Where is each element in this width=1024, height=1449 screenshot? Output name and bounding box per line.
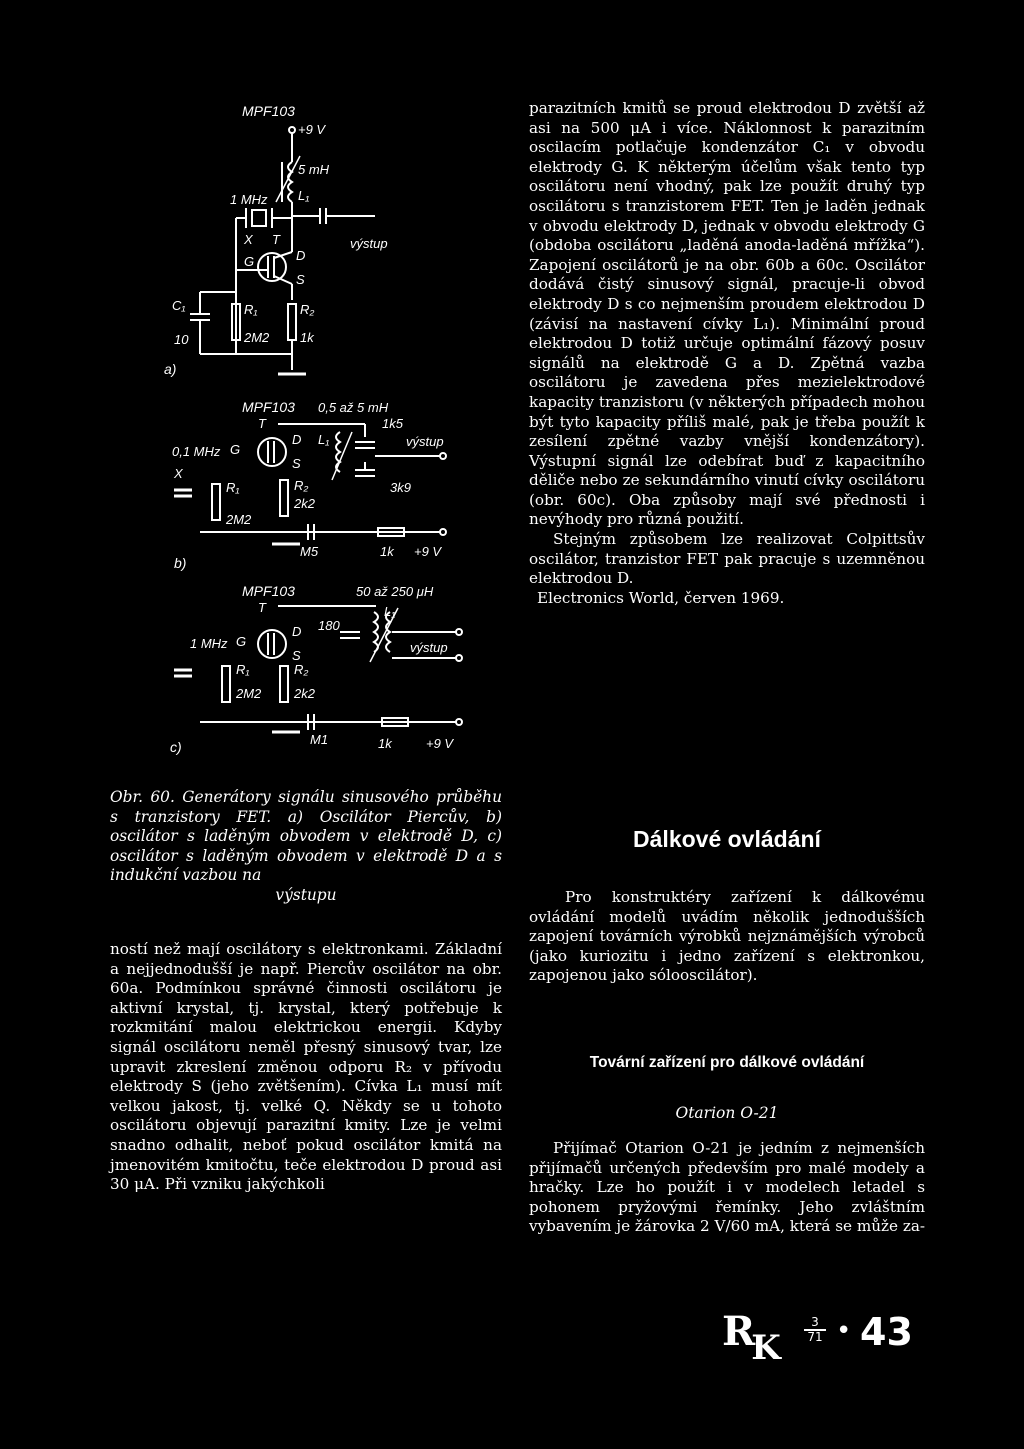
a-supply-label: +9 V	[298, 122, 326, 137]
a-coil-label: L₁	[298, 188, 310, 203]
c-s-label: S	[292, 648, 301, 663]
a-s-label: S	[296, 272, 305, 287]
c-output-label: výstup	[410, 640, 448, 655]
logo-k: K	[751, 1328, 781, 1368]
subsection-title: Tovární zařízení pro dálkové ovládání	[589, 1054, 865, 1071]
a-r1-value: 2M2	[244, 330, 270, 345]
caption-text-end: výstupu	[275, 885, 337, 904]
b-output-label: výstup	[406, 434, 444, 449]
b-c-right: 3k9	[390, 480, 411, 495]
c-panel-label: c)	[170, 739, 182, 755]
c-l1-label: L₁	[384, 604, 396, 619]
c-crystal-freq: 1 MHz	[190, 636, 228, 651]
intro-paragraph: Pro konstruktéry zařízení k dálkovému ovládání modelů uvádím několik jednodušších zapojení továrních výrobků nejznámějších výrobců (jako kuriozitu i jedno zařízení s elektronkou, zapojenou jako sólooscilátor).	[529, 888, 925, 985]
page-number: 43	[860, 1310, 913, 1354]
a-panel-label: a)	[164, 361, 177, 377]
a-r2-label: R₂	[300, 302, 315, 317]
product-paragraph: Přijímač Otarion O-21 je jedním z nejmenších přijímačů určených především pro malé modely a hračky. Lze ho použít i v modelech letadel s pohonem pryžovými řemínky. Jeho zvláštním vybavením je žárovka 2 V/60 mA, která se může za-	[529, 1139, 926, 1236]
a-coil-value: 5 mH	[298, 162, 330, 177]
footer-bullet: •	[836, 1316, 852, 1346]
a-transistor-label: MPF103	[242, 103, 295, 119]
logo-r: R	[722, 1308, 756, 1355]
product-name: Otarion O-21	[675, 1104, 779, 1122]
b-t-label: T	[258, 416, 266, 431]
section-title: Dálkové ovládání	[633, 826, 821, 852]
schematic-a	[164, 103, 388, 377]
b-r2-label: R₂	[294, 478, 309, 493]
figure-caption	[110, 788, 502, 905]
caption-text: Obr. 60. Generátory signálu sinusového průběhu s tranzistory FET. a) Oscilátor Piercův, b) oscilátor s laděným obvodem v elektrodě D, c) oscilátor s laděným obvodem v elektrodě D a s indukční vazbou na	[110, 788, 502, 884]
a-r2-value: 1k	[300, 330, 314, 345]
b-panel-label: b)	[174, 555, 187, 571]
b-x-label: X	[174, 466, 183, 481]
b-l1-label: L₁	[318, 432, 330, 447]
c-r2-label: R₂	[294, 662, 309, 677]
b-crystal-freq: 0,1 MHz	[172, 444, 221, 459]
b-transistor-label: MPF103	[242, 399, 295, 415]
left-column	[110, 940, 502, 1195]
page-footer	[722, 1308, 932, 1378]
c-c-value: 180	[318, 618, 340, 633]
c-t-label: T	[258, 600, 266, 615]
right-column	[529, 99, 925, 608]
c-d-label: D	[292, 624, 302, 639]
b-c-bottom: M5	[300, 544, 319, 559]
b-r2-value: 2k2	[294, 496, 315, 511]
b-r-bottom: 1k	[380, 544, 394, 559]
b-r1-value: 2M2	[226, 512, 252, 527]
b-g-label: G	[230, 442, 241, 457]
issue-fraction	[804, 1316, 826, 1344]
a-output-label: výstup	[350, 236, 388, 251]
a-crystal-label: X	[244, 232, 253, 247]
a-d-label: D	[296, 248, 306, 263]
c-r-bottom: 1k	[378, 736, 392, 751]
schematic-c	[170, 583, 462, 755]
c-r1-label: R₁	[236, 662, 250, 677]
schematic-b	[172, 399, 446, 571]
right-paragraph-1: parazitních kmitů se proud elektrodou D zvětší až asi na 500 μA i více. Náklonnost k parazitním oscilacím potlačuje kondenzátor C₁ v obvodu elektrody G. K některým účelům však tento typ oscilátoru není vhodný, pak lze použít druhý typ oscilátoru s tranzistorem FET. Ten je laděn jednak v obvodu elektrody D, jednak v obvodu elektrody G (obdoba oscilátoru „laděná anoda-laděná mřížka“). Zapojení oscilátorů je na obr. 60b a 60c. Oscilátor dodává čistý sinusový signál, pracuje-li obvod elektrody D s co nejmenším proudem elektrodou D (závisí na nastavení cívky L₁). Minimální proud elektrodou D totiž určuje optimální fázový posuv signálů na elektrodě G a D. Zpětná vazba oscilátoru je zavedena přes mezielektrodové kapacity tranzistoru (v některých případech mohou být tyto kapacity příliš malé, pak je třeba použít k zesílení zpětné vazby vnější kondenzátory). Výstupní signál lze odebírat buď z kapacitního děliče nebo ze sekundárního vinutí cívky oscilátoru (obr. 60c). Oba způsoby mají své přednosti i nevýhody pro různá použití.	[529, 99, 925, 529]
a-crystal-freq: 1 MHz	[230, 192, 268, 207]
b-s-label: S	[292, 456, 301, 471]
c-r1-value: 2M2	[236, 686, 262, 701]
b-supply: +9 V	[414, 544, 442, 559]
left-paragraph: ností než mají oscilátory s elektronkami. Základní a nejjednodušší je např. Piercův oscilátor na obr. 60a. Podmínkou správné činnosti oscilátoru je aktivní krystal, tj. krystal, který potřebuje k rozkmitání malou elektrickou energii. Kdyby signál oscilátoru neměl přesný sinusový tvar, lze upravit zkreslení změnou odporu R₂ v přívodu elektrody S (jeho zvětšením). Cívka L₁ musí mít velkou jakost, tj. velké Q. Někdy se u tohoto oscilátoru objevují parazitní kmity. Lze je velmi snadno odhalit, neboť pokud oscilátor kmitá na jmenovitém kmitočtu, teče elektrodou D proud asi 30 μA. Při vzniku jakýchkoli	[110, 940, 502, 1194]
a-g-label: G	[244, 254, 255, 269]
c-coil-value: 50 až 250 μH	[356, 584, 434, 599]
c-c-bottom: M1	[310, 732, 329, 747]
b-d-label: D	[292, 432, 302, 447]
c-transistor-label: MPF103	[242, 583, 295, 599]
magazine-logo	[722, 1308, 785, 1368]
a-c1-label: C₁	[172, 298, 186, 313]
b-r1-label: R₁	[226, 480, 240, 495]
circuit-schematic-figure	[160, 92, 500, 772]
a-c1-value: 10	[174, 332, 189, 347]
c-g-label: G	[236, 634, 247, 649]
c-supply: +9 V	[426, 736, 454, 751]
a-t-label: T	[272, 232, 280, 247]
b-coil-value: 0,5 až 5 mH	[318, 400, 389, 415]
right-paragraph-2: Stejným způsobem lze realizovat Colpittsův oscilátor, tranzistor FET pak pracuje s uzemněnou elektrodou D.	[529, 530, 925, 588]
c-r2-value: 2k2	[294, 686, 315, 701]
b-r-top: 1k5	[382, 416, 403, 431]
right-source-line: Electronics World, červen 1969.	[537, 588, 785, 607]
issue-number: 3	[804, 1316, 826, 1331]
a-r1-label: R₁	[244, 302, 258, 317]
issue-year: 71	[807, 1330, 823, 1344]
